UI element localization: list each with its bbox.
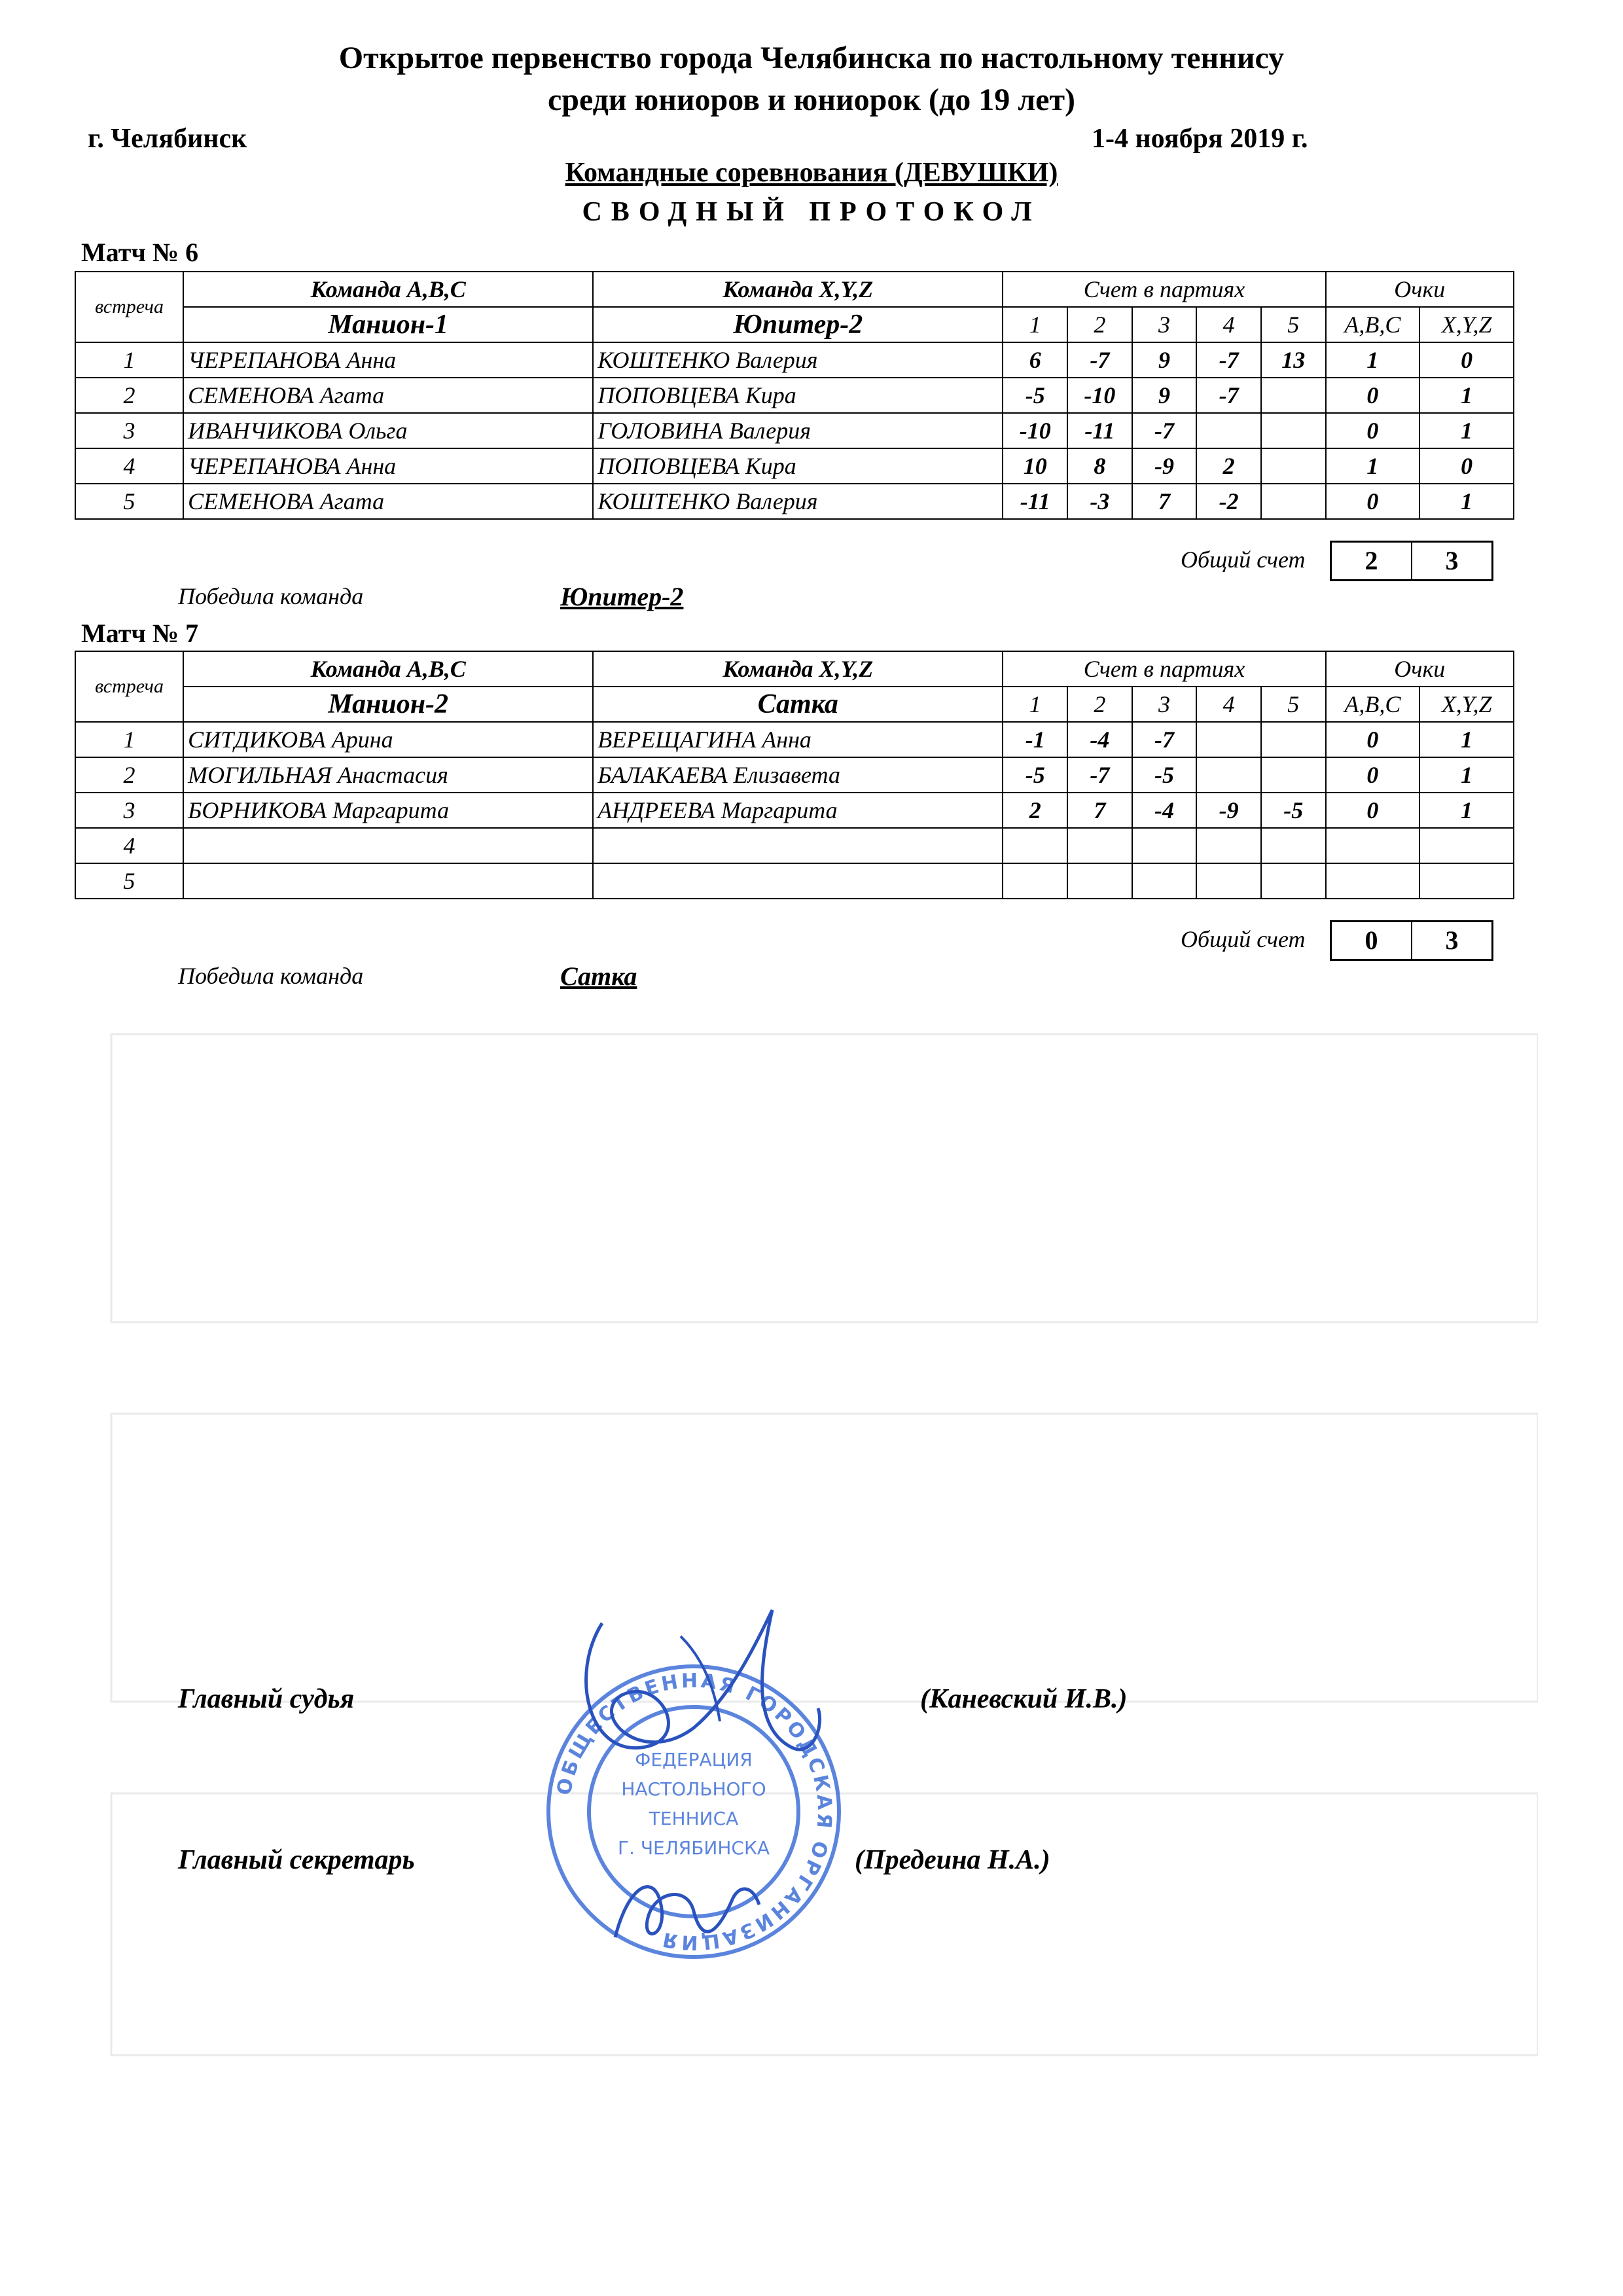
meeting-header: встреча xyxy=(75,272,183,342)
winner-team: Сатка xyxy=(560,961,637,991)
set-score: 7 xyxy=(1067,793,1132,828)
set-score xyxy=(1196,413,1261,448)
points-a: 0 xyxy=(1326,757,1420,793)
set-score: 9 xyxy=(1132,378,1197,413)
player-a xyxy=(183,828,593,863)
set-score: -4 xyxy=(1132,793,1197,828)
team-xyz-header: Команда X,Y,Z xyxy=(593,651,1003,687)
set-score xyxy=(1003,863,1067,899)
set-number: 4 xyxy=(1196,307,1261,342)
player-a: СИТДИКОВА Арина xyxy=(183,722,593,757)
set-score: -9 xyxy=(1132,448,1197,484)
set-score: -2 xyxy=(1196,484,1261,519)
team-abc-header: Команда A,B,C xyxy=(183,651,593,687)
player-a: ИВАНЧИКОВА Ольга xyxy=(183,413,593,448)
set-score: -7 xyxy=(1067,342,1132,378)
points-a: 0 xyxy=(1326,722,1420,757)
meeting-number: 4 xyxy=(75,448,183,484)
set-score xyxy=(1261,378,1326,413)
judge-signature xyxy=(563,1597,838,1793)
winner-label: Победила команда xyxy=(178,963,364,989)
total-score-x: 3 xyxy=(1445,925,1459,955)
player-x xyxy=(593,828,1003,863)
set-number: 2 xyxy=(1067,307,1132,342)
meeting-header: встреча xyxy=(75,651,183,722)
set-score xyxy=(1261,484,1326,519)
points-a xyxy=(1326,828,1420,863)
team-a-name: Манион-2 xyxy=(183,687,593,722)
set-score xyxy=(1196,722,1261,757)
set-score: -4 xyxy=(1067,722,1132,757)
player-a: ЧЕРЕПАНОВА Анна xyxy=(183,448,593,484)
total-score-box xyxy=(1330,920,1493,961)
team-x-name: Сатка xyxy=(593,687,1003,722)
set-score xyxy=(1132,828,1197,863)
table-row xyxy=(75,448,1514,484)
meeting-number: 3 xyxy=(75,413,183,448)
player-x: ПОПОВЦЕВА Кира xyxy=(593,448,1003,484)
player-a: СЕМЕНОВА Агата xyxy=(183,484,593,519)
team-x-name: Юпитер-2 xyxy=(593,307,1003,342)
player-x: ГОЛОВИНА Валерия xyxy=(593,413,1003,448)
chief-secretary-name: (Предеина Н.А.) xyxy=(855,1845,1050,1875)
points-abc-header: A,B,C xyxy=(1326,687,1420,722)
dates: 1-4 ноября 2019 г. xyxy=(1092,124,1308,154)
points-x: 0 xyxy=(1419,448,1514,484)
set-score: 7 xyxy=(1132,484,1197,519)
set-score: -5 xyxy=(1003,378,1067,413)
set-score: -3 xyxy=(1067,484,1132,519)
secretary-signature xyxy=(602,1859,772,1957)
match-table xyxy=(75,651,1514,899)
total-score-label: Общий счет xyxy=(1181,926,1306,952)
competition-subtitle: Командные соревнования (ДЕВУШКИ) xyxy=(565,158,1058,188)
set-number: 3 xyxy=(1132,307,1197,342)
city: г. Челябинск xyxy=(88,124,247,154)
set-score xyxy=(1261,448,1326,484)
total-score-box xyxy=(1330,541,1493,581)
set-score xyxy=(1003,828,1067,863)
points-a: 0 xyxy=(1326,413,1420,448)
set-score xyxy=(1067,863,1132,899)
table-row xyxy=(75,342,1514,378)
table-row xyxy=(75,757,1514,793)
match-table xyxy=(75,271,1514,520)
points-a: 0 xyxy=(1326,793,1420,828)
set-score: -5 xyxy=(1261,793,1326,828)
player-a xyxy=(183,863,593,899)
player-a: МОГИЛЬНАЯ Анастасия xyxy=(183,757,593,793)
set-score: -10 xyxy=(1003,413,1067,448)
points-a: 1 xyxy=(1326,342,1420,378)
stamp-line-3: ТЕННИСА xyxy=(649,1808,739,1829)
table-row xyxy=(75,793,1514,828)
stamp-outer-text: ОБЩЕСТВЕННАЯ ГОРОДСКАЯ ОРГАНИЗАЦИЯ xyxy=(552,1669,836,1954)
set-score xyxy=(1196,757,1261,793)
set-score: -11 xyxy=(1003,484,1067,519)
set-score: -5 xyxy=(1132,757,1197,793)
stamp-line-1: ФЕДЕРАЦИЯ xyxy=(635,1749,753,1770)
set-score xyxy=(1261,413,1326,448)
points-a: 0 xyxy=(1326,378,1420,413)
set-score: -5 xyxy=(1003,757,1067,793)
set-score: -9 xyxy=(1196,793,1261,828)
points-x xyxy=(1419,828,1514,863)
player-x: КОШТЕНКО Валерия xyxy=(593,484,1003,519)
set-score: -7 xyxy=(1067,757,1132,793)
points-abc-header: A,B,C xyxy=(1326,307,1420,342)
set-score: -7 xyxy=(1196,378,1261,413)
player-a: ЧЕРЕПАНОВА Анна xyxy=(183,342,593,378)
points-x: 1 xyxy=(1419,378,1514,413)
player-x: КОШТЕНКО Валерия xyxy=(593,342,1003,378)
set-score xyxy=(1261,757,1326,793)
set-score xyxy=(1196,828,1261,863)
title-line-2: среди юниоров и юниорок (до 19 лет) xyxy=(547,82,1076,117)
player-x: БАЛАКАЕВА Елизавета xyxy=(593,757,1003,793)
points-x: 0 xyxy=(1419,342,1514,378)
meeting-number: 5 xyxy=(75,863,183,899)
player-x: ВЕРЕЩАГИНА Анна xyxy=(593,722,1003,757)
set-score xyxy=(1067,828,1132,863)
winner-label: Победила команда xyxy=(178,583,364,609)
meeting-number: 3 xyxy=(75,793,183,828)
set-number: 1 xyxy=(1003,687,1067,722)
title-line-1: Открытое первенство города Челябинска по настольному теннису xyxy=(338,41,1285,75)
points-a xyxy=(1326,863,1420,899)
team-abc-header: Команда A,B,C xyxy=(183,272,593,307)
stamp-line-4: Г. ЧЕЛЯБИНСКА xyxy=(617,1837,770,1859)
team-xyz-header: Команда X,Y,Z xyxy=(593,272,1003,307)
player-a: СЕМЕНОВА Агата xyxy=(183,378,593,413)
meeting-number: 2 xyxy=(75,378,183,413)
table-row xyxy=(75,863,1514,899)
points-xyz-header: X,Y,Z xyxy=(1419,687,1514,722)
set-number: 3 xyxy=(1132,687,1197,722)
points-header: Очки xyxy=(1326,651,1514,687)
set-score xyxy=(1261,863,1326,899)
player-a: БОРНИКОВА Маргарита xyxy=(183,793,593,828)
total-score-x: 3 xyxy=(1445,546,1459,575)
protocol-title: СВОДНЫЙ ПРОТОКОЛ xyxy=(582,197,1041,227)
table-row xyxy=(75,828,1514,863)
table-row xyxy=(75,722,1514,757)
match-title: Матч № 7 xyxy=(81,619,199,648)
points-x xyxy=(1419,863,1514,899)
meeting-number: 4 xyxy=(75,828,183,863)
points-header: Очки xyxy=(1326,272,1514,307)
set-score: 8 xyxy=(1067,448,1132,484)
sets-header: Счет в партиях xyxy=(1003,651,1325,687)
meeting-number: 1 xyxy=(75,722,183,757)
chief-secretary-label: Главный секретарь xyxy=(178,1845,415,1875)
set-score: 10 xyxy=(1003,448,1067,484)
stamp-line-2: НАСТОЛЬНОГО xyxy=(621,1778,766,1800)
total-score-label: Общий счет xyxy=(1181,547,1306,573)
set-number: 5 xyxy=(1261,687,1326,722)
set-score: -1 xyxy=(1003,722,1067,757)
set-score: -7 xyxy=(1132,413,1197,448)
table-row xyxy=(75,484,1514,519)
set-number: 1 xyxy=(1003,307,1067,342)
table-row xyxy=(75,413,1514,448)
sets-header: Счет в партиях xyxy=(1003,272,1325,307)
points-x: 1 xyxy=(1419,722,1514,757)
chief-judge-label: Главный судья xyxy=(178,1684,355,1714)
set-number: 4 xyxy=(1196,687,1261,722)
winner-team: Юпитер-2 xyxy=(560,582,684,611)
points-x: 1 xyxy=(1419,757,1514,793)
match-title: Матч № 6 xyxy=(81,238,199,267)
total-score-a: 0 xyxy=(1332,922,1412,959)
team-a-name: Манион-1 xyxy=(183,307,593,342)
points-x: 1 xyxy=(1419,793,1514,828)
set-number: 2 xyxy=(1067,687,1132,722)
set-score: 9 xyxy=(1132,342,1197,378)
points-a: 0 xyxy=(1326,484,1420,519)
set-score: 2 xyxy=(1196,448,1261,484)
player-x: АНДРЕЕВА Маргарита xyxy=(593,793,1003,828)
set-score: 6 xyxy=(1003,342,1067,378)
player-x xyxy=(593,863,1003,899)
set-number: 5 xyxy=(1261,307,1326,342)
set-score: 2 xyxy=(1003,793,1067,828)
points-xyz-header: X,Y,Z xyxy=(1419,307,1514,342)
set-score xyxy=(1132,863,1197,899)
set-score: 13 xyxy=(1261,342,1326,378)
points-a: 1 xyxy=(1326,448,1420,484)
set-score xyxy=(1261,722,1326,757)
player-x: ПОПОВЦЕВА Кира xyxy=(593,378,1003,413)
set-score xyxy=(1261,828,1326,863)
set-score: -7 xyxy=(1196,342,1261,378)
meeting-number: 5 xyxy=(75,484,183,519)
set-score: -10 xyxy=(1067,378,1132,413)
table-row xyxy=(75,378,1514,413)
set-score xyxy=(1196,863,1261,899)
total-score-a: 2 xyxy=(1332,543,1412,579)
meeting-number: 2 xyxy=(75,757,183,793)
set-score: -11 xyxy=(1067,413,1132,448)
points-x: 1 xyxy=(1419,484,1514,519)
set-score: -7 xyxy=(1132,722,1197,757)
meeting-number: 1 xyxy=(75,342,183,378)
points-x: 1 xyxy=(1419,413,1514,448)
chief-judge-name: (Каневский И.В.) xyxy=(920,1684,1128,1714)
